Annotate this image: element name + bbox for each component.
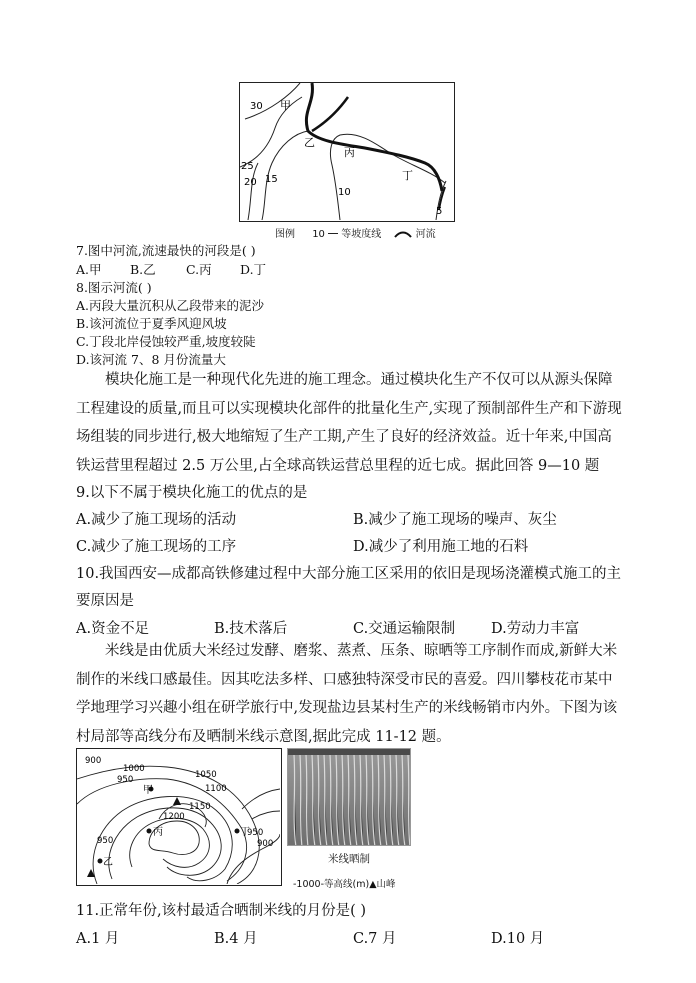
q11-option-d: D.10 月: [491, 931, 545, 947]
legend-river-icon: [394, 230, 412, 238]
elevation-contour-map-drawing: [77, 749, 280, 884]
point-bing-icon: [147, 829, 152, 834]
river-main: [306, 83, 442, 191]
q7-option-b: B.乙: [130, 262, 156, 277]
q7-stem: 7.图中河流,流速最快的河段是( ): [76, 243, 256, 258]
q8-option-c: C.丁段北岸侵蚀较严重,坡度较陡: [76, 334, 256, 349]
q10-option-b: B.技术落后: [214, 621, 288, 637]
place-label-ding: 丁: [402, 169, 413, 182]
passage-modular-construction: 模块化施工是一种现代化先进的施工理念。通过模块化生产不仅可以从源头保障工程建设的质量,而且可以实现模块化部件的批量化生产,实现了预制部件生产和下游现场组装的同步进行,极大地缩短了生产工期,产生了良好的经济效益。近十年来,中国高铁运营里程超过 2.5 万公里,占全球高铁运营总里程的近七成。据此回答 9—10 题: [76, 372, 622, 474]
contour-label: 25: [241, 161, 254, 172]
q8-option-b: B.该河流位于夏季风迎风坡: [76, 316, 227, 331]
legend-prefix: 图例: [275, 229, 295, 240]
contour-label: 1050: [195, 770, 217, 780]
rice-noodle-drying-image: [288, 749, 411, 846]
contour-label: 30: [250, 101, 263, 112]
contour-label: 950: [117, 775, 134, 785]
q11-option-b: B.4 月: [214, 931, 258, 947]
place-label-bing: 丙: [153, 827, 163, 838]
elevation-map-legend: -1000-等高线(m)▲山峰: [293, 879, 396, 890]
place-label-yi: 乙: [103, 857, 113, 868]
contour-label: 5: [436, 206, 443, 217]
rice-noodle-drying-photo: [287, 748, 411, 846]
q9-option-c: C.减少了施工现场的工序: [76, 539, 237, 555]
q11-option-c: C.7 月: [353, 931, 397, 947]
q7-option-a: A.甲: [76, 262, 102, 277]
contour-label: 15: [265, 174, 278, 185]
slope-contour-map-drawing: [240, 83, 453, 220]
q11-option-a: A.1 月: [76, 931, 120, 947]
river-tributary: [312, 97, 348, 131]
place-label-ding: 丁: [240, 827, 250, 838]
q10-option-d: D.劳动力丰富: [491, 621, 580, 637]
q9-stem: 9.以下不属于模块化施工的优点的是: [76, 485, 308, 501]
place-label-bing: 丙: [344, 146, 355, 159]
q8-option-a: A.丙段大量沉积从乙段带来的泥沙: [76, 298, 265, 313]
slope-contour-map: [239, 82, 455, 222]
contour-label: 1100: [205, 784, 227, 794]
q11-stem: 11.正常年份,该村最适合晒制米线的月份是( ): [76, 903, 367, 919]
contour-label: 1200: [163, 812, 185, 822]
contour-label: 1000: [123, 764, 145, 774]
q9-option-d: D.减少了利用施工地的石料: [353, 539, 529, 555]
legend-contour-value: 10: [312, 229, 325, 240]
legend-contour-text: 等坡度线: [341, 229, 382, 240]
slope-map-legend: [275, 225, 436, 240]
contour-label: 900: [85, 756, 102, 766]
q8-stem: 8.图示河流( ): [76, 280, 152, 295]
q9-option-a: A.减少了施工现场的活动: [76, 512, 237, 528]
q7-option-c: C.丙: [186, 262, 212, 277]
legend-contour-line-icon: [328, 233, 338, 235]
q8-option-d: D.该河流 7、8 月份流量大: [76, 352, 226, 367]
place-label-yi: 乙: [304, 136, 315, 149]
contour-label: 10: [338, 187, 351, 198]
q10-option-c: C.交通运输限制: [353, 621, 456, 637]
contour-label: 950: [97, 836, 114, 846]
q7-option-d: D.丁: [240, 262, 267, 277]
contour-label: 1150: [189, 802, 211, 812]
q10-stem: 10.我国西安—成都高铁修建过程中大部分施工区采用的依旧是现场浇灌模式施工的主要原因是: [76, 566, 622, 609]
photo-caption: 米线晒制: [328, 853, 370, 865]
point-yi-icon: [98, 859, 103, 864]
contour-label: 900: [257, 839, 274, 849]
q10-option-a: A.资金不足: [76, 621, 150, 637]
peak-icon: [173, 797, 181, 805]
contour-label: 20: [244, 177, 257, 188]
place-label-jia: 甲: [280, 99, 291, 112]
q9-option-b: B.减少了施工现场的噪声、灰尘: [353, 512, 557, 528]
elevation-contour-map: [76, 748, 282, 886]
contour-label: 950: [247, 828, 264, 838]
place-label-jia: 甲: [143, 785, 153, 796]
point-ding-icon: [235, 829, 240, 834]
passage-rice-noodles: 米线是由优质大米经过发酵、磨浆、蒸煮、压条、晾晒等工序制作而成,新鲜大米制作的米线口感最佳。因其吃法多样、口感独特深受市民的喜爱。四川攀枝花市某中学地理学习兴趣小组在研学旅行中,发现盐边县某村生产的米线畅销市内外。下图为该村局部等高线分布及晒制米线示意图,据此完成 11-12 题。: [76, 643, 618, 745]
legend-river-text: 河流: [415, 229, 436, 240]
